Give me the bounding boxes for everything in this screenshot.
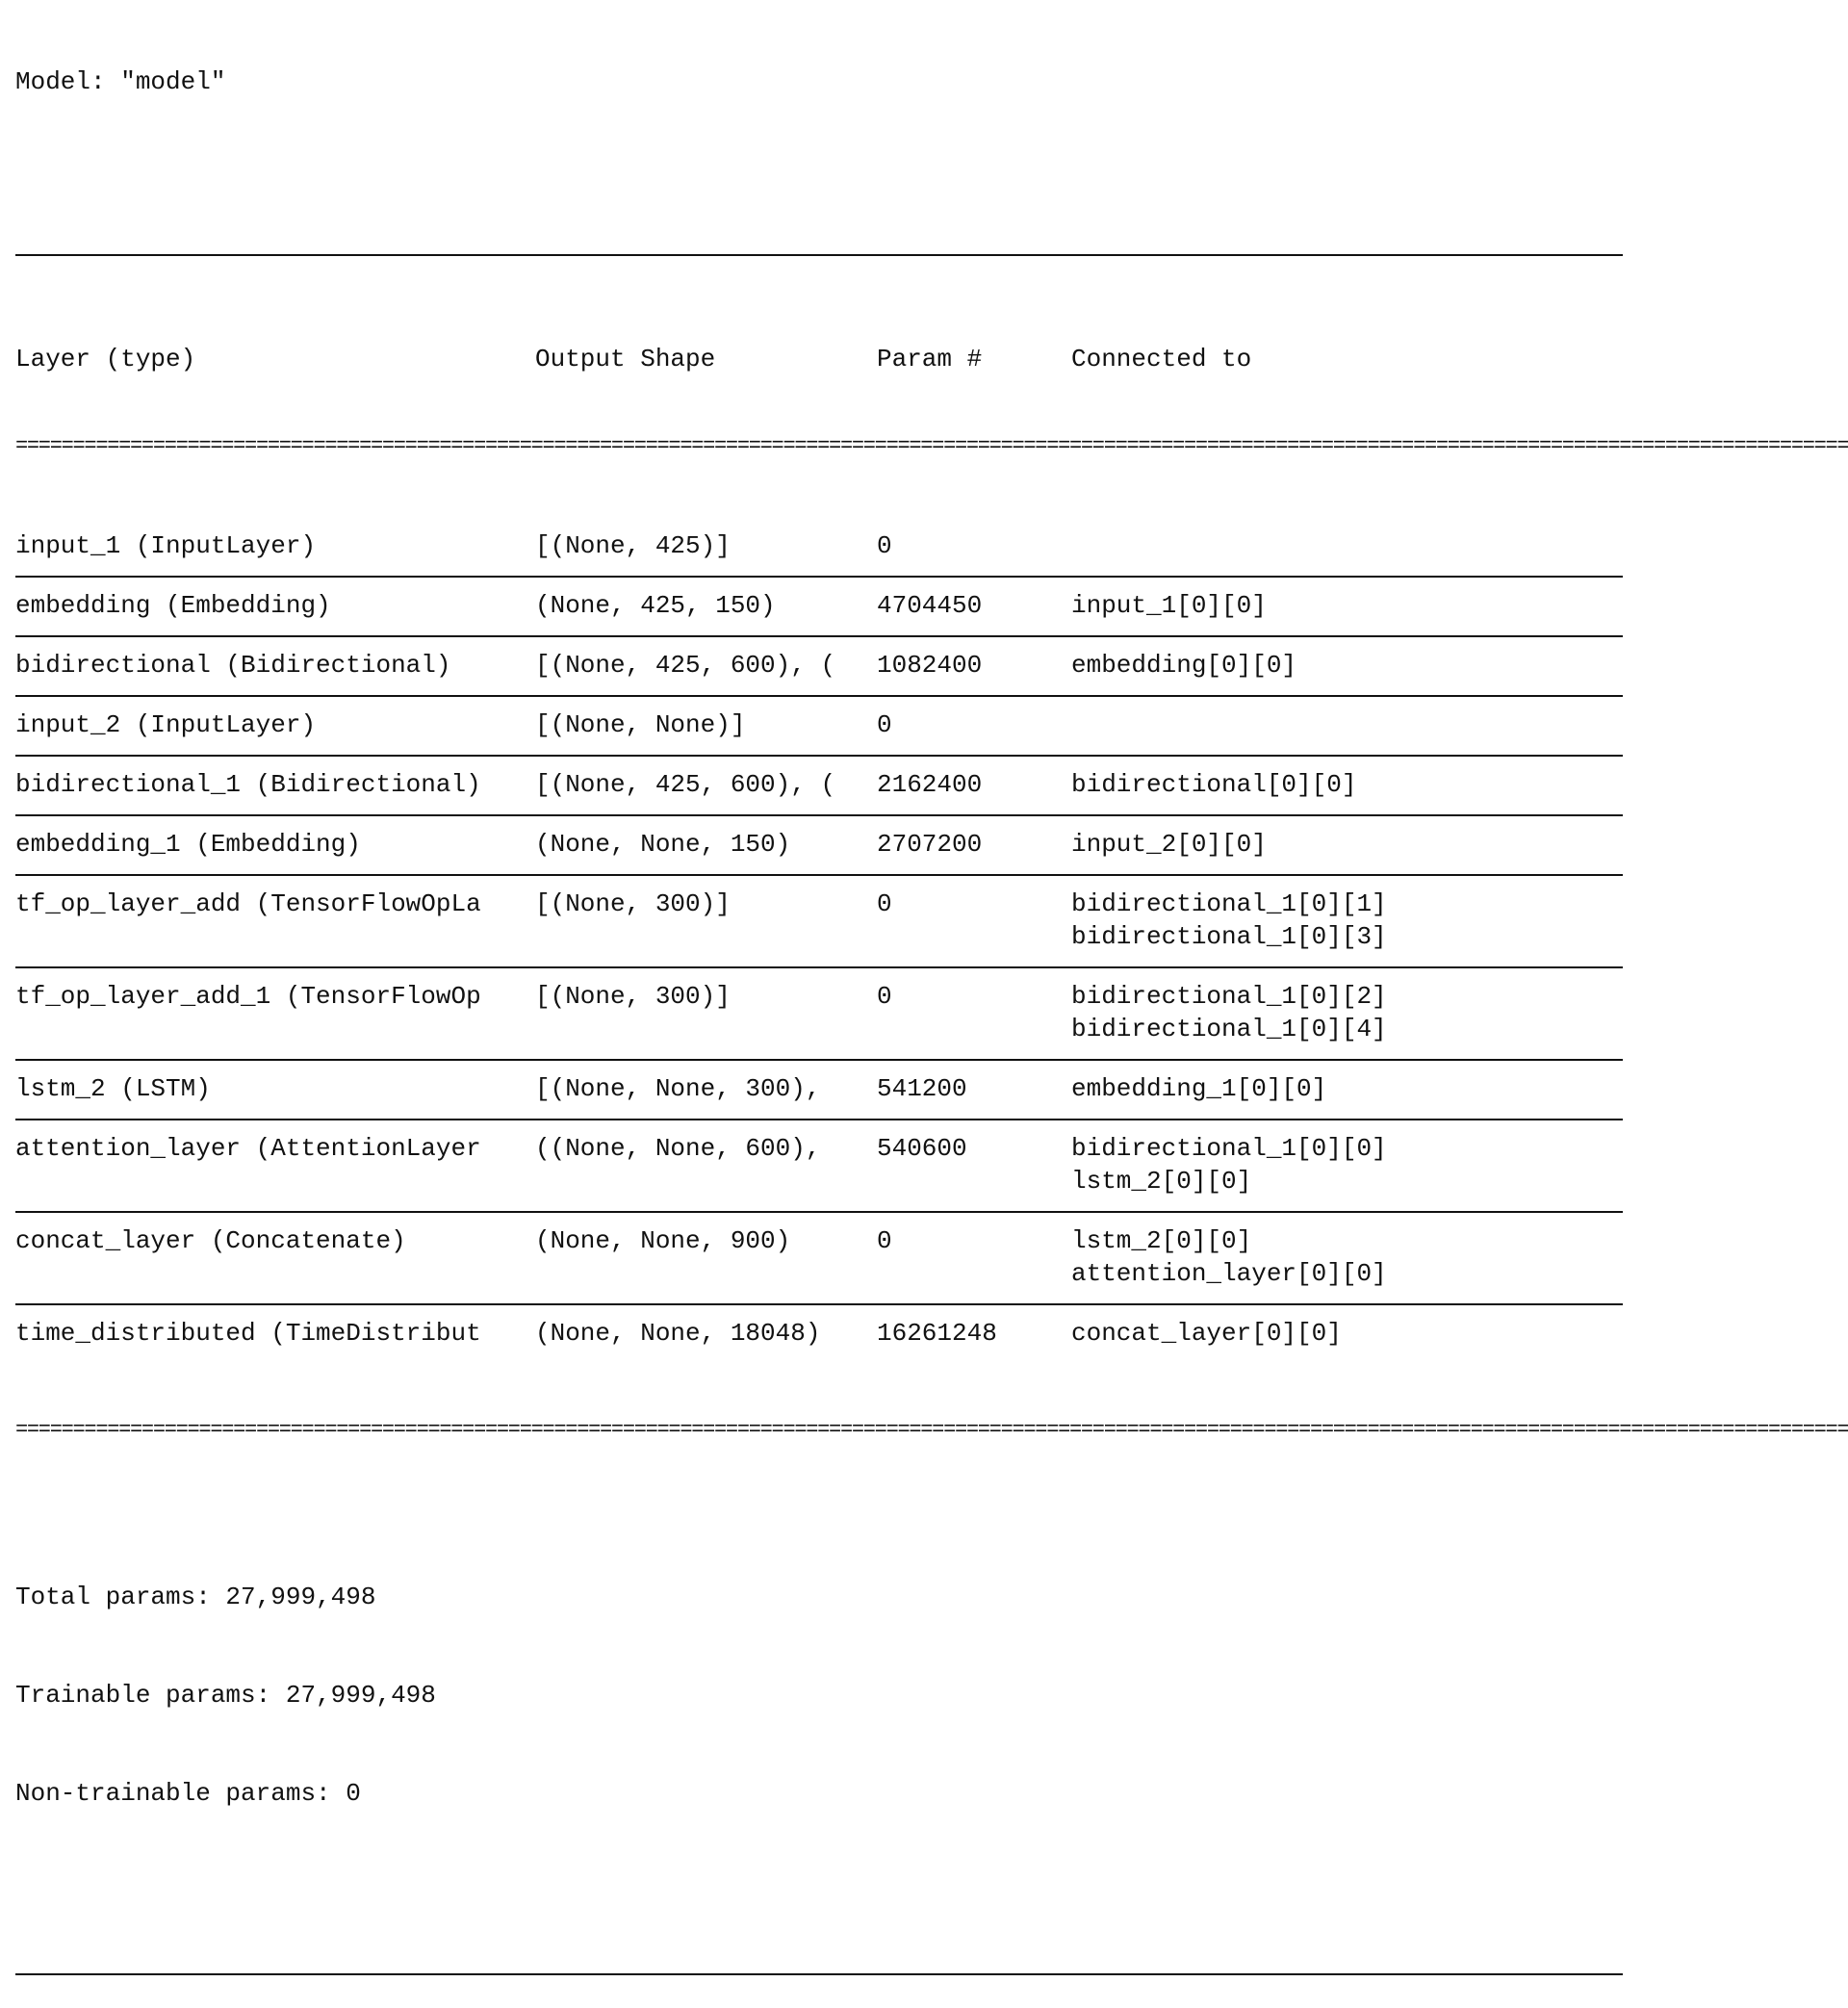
output-shape: [(None, None)] (535, 710, 746, 739)
layer-name: bidirectional_1 (Bidirectional) (15, 770, 481, 799)
param-count: 0 (877, 531, 892, 560)
layer-name: tf_op_layer_add_1 (TensorFlowOp (15, 982, 481, 1011)
layer-name: tf_op_layer_add (TensorFlowOpLa (15, 889, 481, 918)
row-separator (15, 1059, 1623, 1061)
row-separator (15, 576, 1623, 578)
row-separator (15, 874, 1623, 876)
param-count: 0 (877, 1226, 892, 1255)
connected-to (1071, 980, 1623, 1045)
row-separator (15, 966, 1623, 968)
connected-to-entry: input_2[0][0] (1071, 830, 1267, 859)
layer-row (15, 768, 1623, 801)
top-rule (15, 254, 1623, 256)
layer-name: input_2 (InputLayer) (15, 710, 317, 739)
output-shape: [(None, 425)] (535, 531, 731, 560)
output-shape: [(None, 425, 600), ( (535, 770, 836, 799)
layer-rows (15, 529, 1623, 1359)
connected-to (1071, 768, 1623, 801)
header-output-shape: Output Shape (535, 345, 716, 373)
output-shape: (None, None, 900) (535, 1226, 791, 1255)
model-summary (15, 0, 1848, 2008)
layer-name: embedding (Embedding) (15, 591, 331, 620)
row-separator (15, 814, 1623, 816)
connected-to (1071, 1317, 1623, 1350)
output-shape: [(None, 300)] (535, 889, 731, 918)
header-params: Param # (877, 345, 983, 373)
param-count: 2162400 (877, 770, 983, 799)
connected-to (1071, 589, 1623, 622)
row-separator (15, 1303, 1623, 1305)
connected-to (1071, 828, 1623, 861)
connected-to-entry: embedding[0][0] (1071, 651, 1297, 680)
connected-to (1071, 1224, 1623, 1290)
bottom-rule (15, 1973, 1623, 1975)
layer-name: time_distributed (TimeDistribut (15, 1319, 481, 1348)
connected-to (1071, 649, 1623, 682)
output-shape: [(None, 425, 600), ( (535, 651, 836, 680)
connected-to-entry: bidirectional[0][0] (1071, 770, 1357, 799)
model-title: Model: "model" (15, 67, 226, 96)
layer-row (15, 589, 1623, 622)
row-separator (15, 695, 1623, 697)
header-row (15, 343, 1623, 375)
header-connected-to: Connected to (1071, 345, 1252, 373)
output-shape: ((None, None, 600), (535, 1134, 821, 1163)
total-params: Total params: 27,999,498 (15, 1583, 376, 1611)
layer-row (15, 1224, 1623, 1290)
layer-row (15, 1317, 1623, 1350)
connected-to-entry: bidirectional_1[0][4] (1071, 1015, 1387, 1043)
connected-to-entry: bidirectional_1[0][2] (1071, 982, 1387, 1011)
layer-name: bidirectional (Bidirectional) (15, 651, 451, 680)
output-shape: (None, 425, 150) (535, 591, 776, 620)
param-count: 0 (877, 982, 892, 1011)
param-count: 541200 (877, 1074, 967, 1103)
layer-row (15, 649, 1623, 682)
output-shape: (None, None, 150) (535, 830, 791, 859)
param-count: 1082400 (877, 651, 983, 680)
connected-to-entry: bidirectional_1[0][0] (1071, 1134, 1387, 1163)
connected-to-entry: attention_layer[0][0] (1071, 1259, 1387, 1288)
row-separator (15, 1211, 1623, 1213)
row-separator (15, 755, 1623, 757)
connected-to-entry: embedding_1[0][0] (1071, 1074, 1327, 1103)
layer-name: input_1 (InputLayer) (15, 531, 317, 560)
connected-to-entry: bidirectional_1[0][1] (1071, 889, 1387, 918)
layer-row (15, 708, 1623, 741)
spacer (15, 1350, 1623, 1359)
param-count: 0 (877, 710, 892, 739)
layer-name: lstm_2 (LSTM) (15, 1074, 211, 1103)
connected-to-entry: bidirectional_1[0][3] (1071, 922, 1387, 951)
row-separator (15, 635, 1623, 637)
header-layer: Layer (type) (15, 345, 196, 373)
param-count: 4704450 (877, 591, 983, 620)
param-count: 16261248 (877, 1319, 997, 1348)
output-shape: [(None, 300)] (535, 982, 731, 1011)
header-double-rule: ================================================================================================================================================================ (15, 434, 1848, 458)
layer-row (15, 1072, 1623, 1105)
connected-to-entry: lstm_2[0][0] (1071, 1226, 1252, 1255)
layer-row (15, 828, 1623, 861)
non-trainable-params: Non-trainable params: 0 (15, 1779, 361, 1808)
connected-to-entry: concat_layer[0][0] (1071, 1319, 1342, 1348)
output-shape: (None, None, 18048) (535, 1319, 821, 1348)
connected-to (1071, 1132, 1623, 1197)
layer-row (15, 1132, 1623, 1197)
layer-name: concat_layer (Concatenate) (15, 1226, 406, 1255)
layer-name: attention_layer (AttentionLayer (15, 1134, 481, 1163)
trainable-params: Trainable params: 27,999,498 (15, 1681, 436, 1710)
connected-to-entry: lstm_2[0][0] (1071, 1167, 1252, 1196)
layer-row (15, 529, 1623, 562)
spacer (15, 1502, 1623, 1515)
param-count: 540600 (877, 1134, 967, 1163)
connected-to-entry: input_1[0][0] (1071, 591, 1267, 620)
connected-to (1071, 888, 1623, 953)
layer-name: embedding_1 (Embedding) (15, 830, 361, 859)
output-shape: [(None, None, 300), (535, 1074, 821, 1103)
param-count: 2707200 (877, 830, 983, 859)
footer-double-rule: ================================================================================================================================================================ (15, 1418, 1848, 1442)
row-separator (15, 1119, 1623, 1120)
layer-row (15, 888, 1623, 953)
connected-to (1071, 1072, 1623, 1105)
param-count: 0 (877, 889, 892, 918)
layer-row (15, 980, 1623, 1045)
spacer (15, 1875, 1623, 1908)
spacer (15, 164, 1623, 189)
